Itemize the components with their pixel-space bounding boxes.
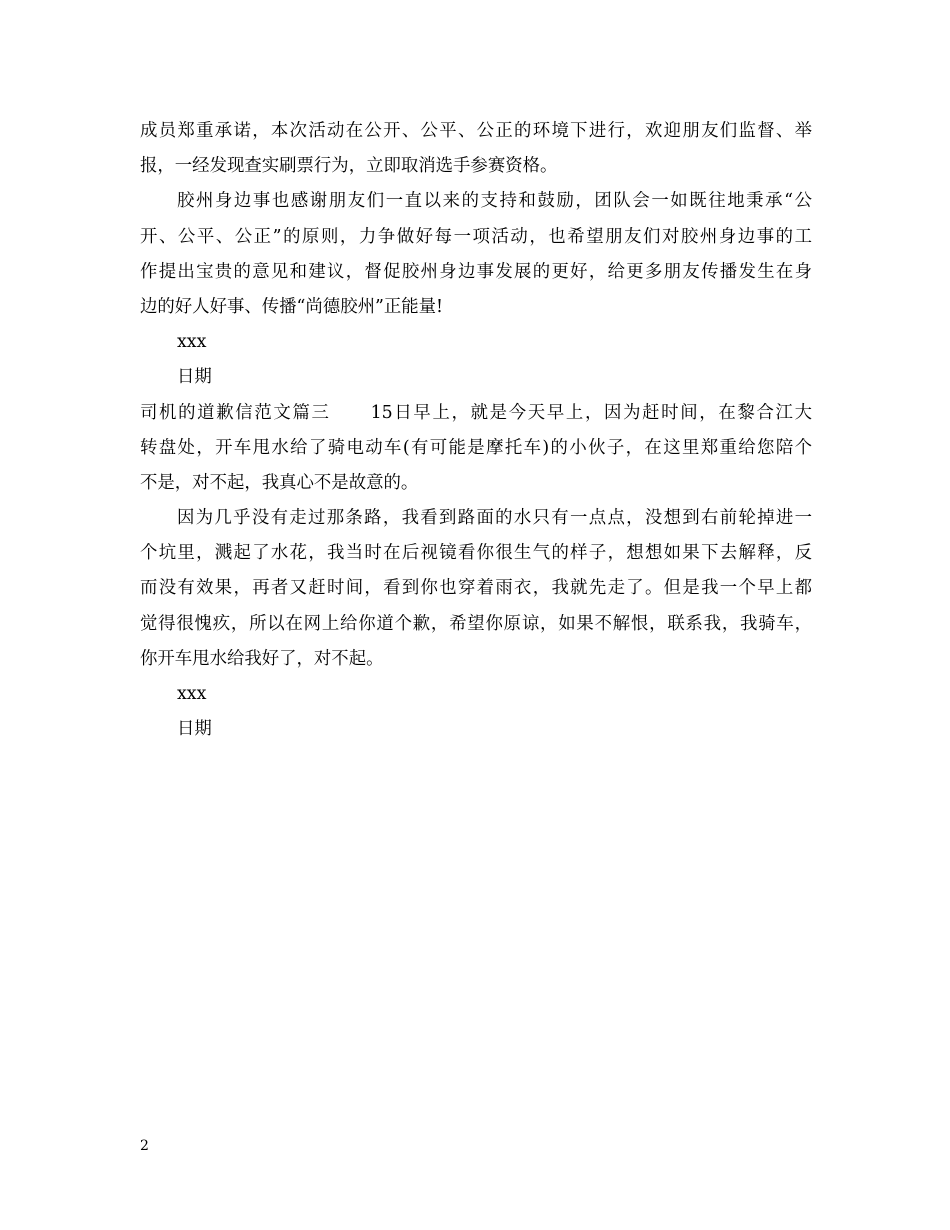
text-line: 报，一经发现查实刷票行为，立即取消选手参赛资格。 — [140, 156, 558, 177]
paragraph-commitment — [140, 114, 812, 184]
date-label: 日期 — [177, 367, 212, 388]
paragraph-explanation — [140, 501, 812, 677]
document-body — [140, 114, 812, 747]
section-heading: 司机的道歉信范文篇三 — [140, 402, 331, 423]
text-line: 个坑里，溅起了水花，我当时在后视镜看你很生气的样子，想想如果下去解释，反 — [140, 543, 812, 564]
text-line: 作提出宝贵的意见和建议，督促胶州身边事发展的更好，给更多朋友传播发生在身 — [140, 261, 812, 282]
text-fragment: 15日早上，就是今天早上，因为赶时间，在黎合江大 — [370, 402, 812, 423]
text-line: 因为几乎没有走过那条路，我看到路面的水只有一点点，没想到右前轮掉进一 — [177, 508, 812, 529]
text-line: 不是，对不起，我真心不是故意的。 — [140, 472, 419, 493]
page-number: 2 — [140, 1138, 149, 1154]
text-line: 转盘处，开车甩水给了骑电动车(有可能是摩托车)的小伙子，在这里郑重给您陪个 — [140, 437, 812, 458]
text-line: 成员郑重承诺，本次活动在公开、公平、公正的环境下进行，欢迎朋友们监督、举 — [140, 121, 812, 141]
signature: xxx — [177, 332, 207, 353]
date-label: 日期 — [177, 719, 212, 740]
text-line: 而没有效果，再者又赶时间，看到你也穿着雨衣，我就先走了。但是我一个早上都 — [140, 578, 812, 599]
text-line: 胶州身边事也感谢朋友们一直以来的支持和鼓励，团队会一如既往地秉承“公 — [177, 191, 812, 212]
signature: xxx — [177, 684, 207, 704]
text-line: 开、公平、公正”的原则，力争做好每一项活动，也希望朋友们对胶州身边事的工 — [140, 226, 812, 247]
text-line: 觉得很愧疚，所以在网上给你道个歉，希望你原谅，如果不解恨，联系我，我骑车， — [140, 613, 812, 634]
paragraph-thanks — [140, 184, 812, 325]
section-apology-letter-3 — [140, 396, 812, 502]
section-heading-line — [140, 396, 812, 431]
text-line: 边的好人好事、传播“尚德胶州”正能量! — [140, 296, 444, 317]
text-line: 你开车甩水给我好了，对不起。 — [140, 648, 384, 669]
